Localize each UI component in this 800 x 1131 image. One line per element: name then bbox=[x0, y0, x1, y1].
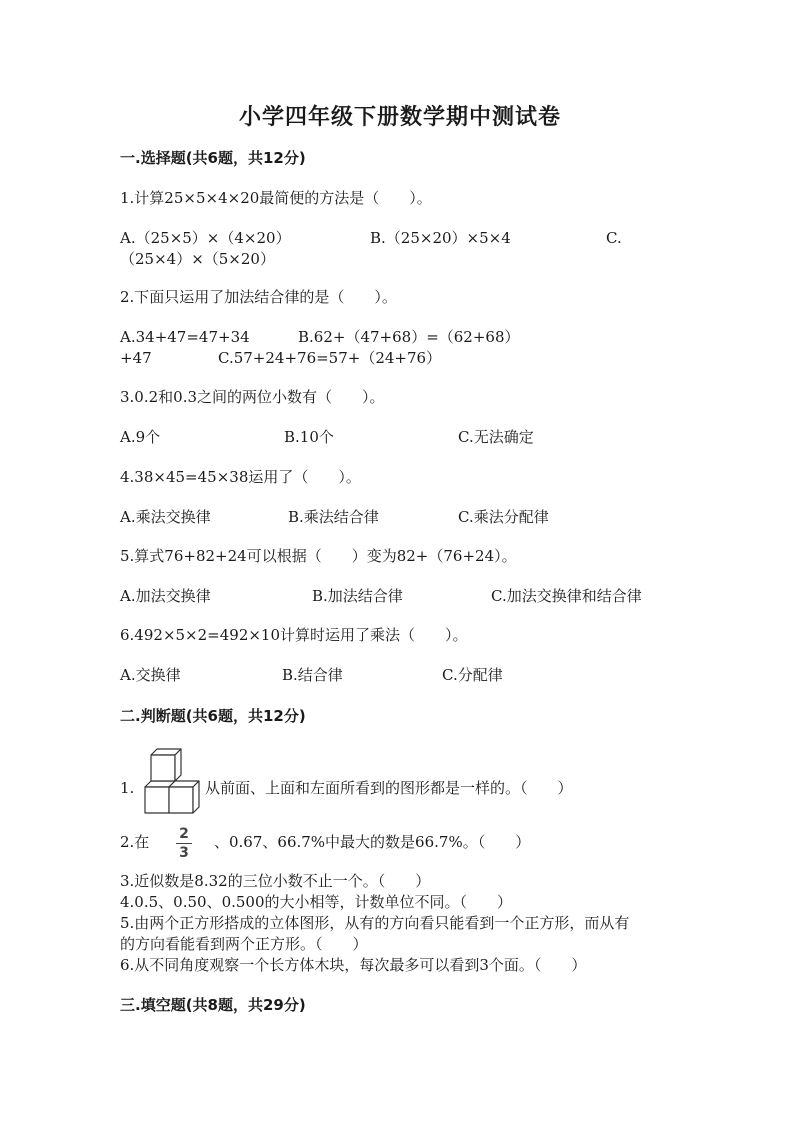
fraction-bar bbox=[176, 843, 192, 844]
judge-q6: 6.从不同角度观察一个长方体木块，每次最多可以看到3个面。（ ） bbox=[120, 956, 587, 974]
choice-q1-option-c-continued: （25×4）×（5×20） bbox=[120, 250, 275, 268]
judge-q5-line1: 5.由两个正方形搭成的立体图形，从有的方向看只能看到一个正方形，而从有 bbox=[120, 914, 630, 932]
choice-q4-option-c: C.乘法分配律 bbox=[458, 508, 549, 526]
judge-q2-prefix: 2.在 bbox=[120, 833, 150, 851]
choice-q3-option-b: B.10个 bbox=[284, 428, 334, 446]
choice-q5-stem: 5.算式76+82+24可以根据（ ）变为82+（76+24）。 bbox=[120, 547, 517, 565]
fraction-numerator: 2 bbox=[179, 826, 189, 842]
judge-q3: 3.近似数是8.32的三位小数不止一个。（ ） bbox=[120, 872, 431, 890]
choice-q1-option-b: B.（25×20）×5×4 bbox=[370, 229, 511, 247]
choice-q3-option-a: A.9个 bbox=[120, 428, 161, 446]
judge-q2-text: 、0.67、66.7%中最大的数是66.7%。（ ） bbox=[214, 833, 531, 851]
choice-q2-option-c: C.57+24+76=57+（24+76） bbox=[218, 349, 442, 367]
section-heading-choice: 一.选择题(共6题，共12分) bbox=[120, 149, 306, 167]
fraction-denominator: 3 bbox=[179, 845, 189, 861]
choice-q6-stem: 6.492×5×2=492×10计算时运用了乘法（ ）。 bbox=[120, 626, 468, 644]
choice-q3-option-c: C.无法确定 bbox=[458, 428, 534, 446]
choice-q1-option-a: A.（25×5）×（4×20） bbox=[120, 229, 291, 247]
choice-q2-option-a: A.34+47=47+34 bbox=[120, 328, 250, 346]
choice-q6-option-c: C.分配律 bbox=[442, 666, 503, 684]
choice-q3-stem: 3.0.2和0.3之间的两位小数有（ ）。 bbox=[120, 388, 385, 406]
choice-q4-stem: 4.38×45=45×38运用了（ ）。 bbox=[120, 468, 361, 486]
fraction-two-thirds bbox=[174, 826, 194, 861]
choice-q2-option-b-continued: +47 bbox=[120, 349, 152, 367]
choice-q6-option-a: A.交换律 bbox=[120, 666, 181, 684]
choice-q4-option-a: A.乘法交换律 bbox=[120, 508, 211, 526]
choice-q5-option-a: A.加法交换律 bbox=[120, 587, 211, 605]
choice-q6-option-b: B.结合律 bbox=[282, 666, 343, 684]
choice-q4-option-b: B.乘法结合律 bbox=[288, 508, 379, 526]
page-title: 小学四年级下册数学期中测试卷 bbox=[238, 104, 561, 130]
choice-q5-option-c: C.加法交换律和结合律 bbox=[491, 587, 642, 605]
choice-q1-stem: 1.计算25×5×4×20最简便的方法是（ ）。 bbox=[120, 189, 432, 207]
judge-q4: 4.0.5、0.50、0.500的大小相等，计数单位不同。（ ） bbox=[120, 893, 513, 911]
choice-q1-option-c: C. bbox=[606, 229, 622, 247]
section-heading-fill: 三.填空题(共8题，共29分) bbox=[120, 996, 306, 1014]
stacked-cubes-figure bbox=[143, 747, 207, 817]
judge-q1-text: 从前面、上面和左面所看到的图形都是一样的。（ ） bbox=[205, 779, 573, 797]
choice-q2-stem: 2.下面只运用了加法结合律的是（ ）。 bbox=[120, 288, 397, 306]
judge-q5-line2: 的方向看能看到两个正方形。（ ） bbox=[120, 935, 368, 953]
judge-q1-number: 1. bbox=[120, 779, 135, 797]
choice-q2-option-b: B.62+（47+68）=（62+68） bbox=[298, 328, 520, 346]
choice-q5-option-b: B.加法结合律 bbox=[312, 587, 403, 605]
section-heading-judge: 二.判断题(共6题，共12分) bbox=[120, 707, 306, 725]
